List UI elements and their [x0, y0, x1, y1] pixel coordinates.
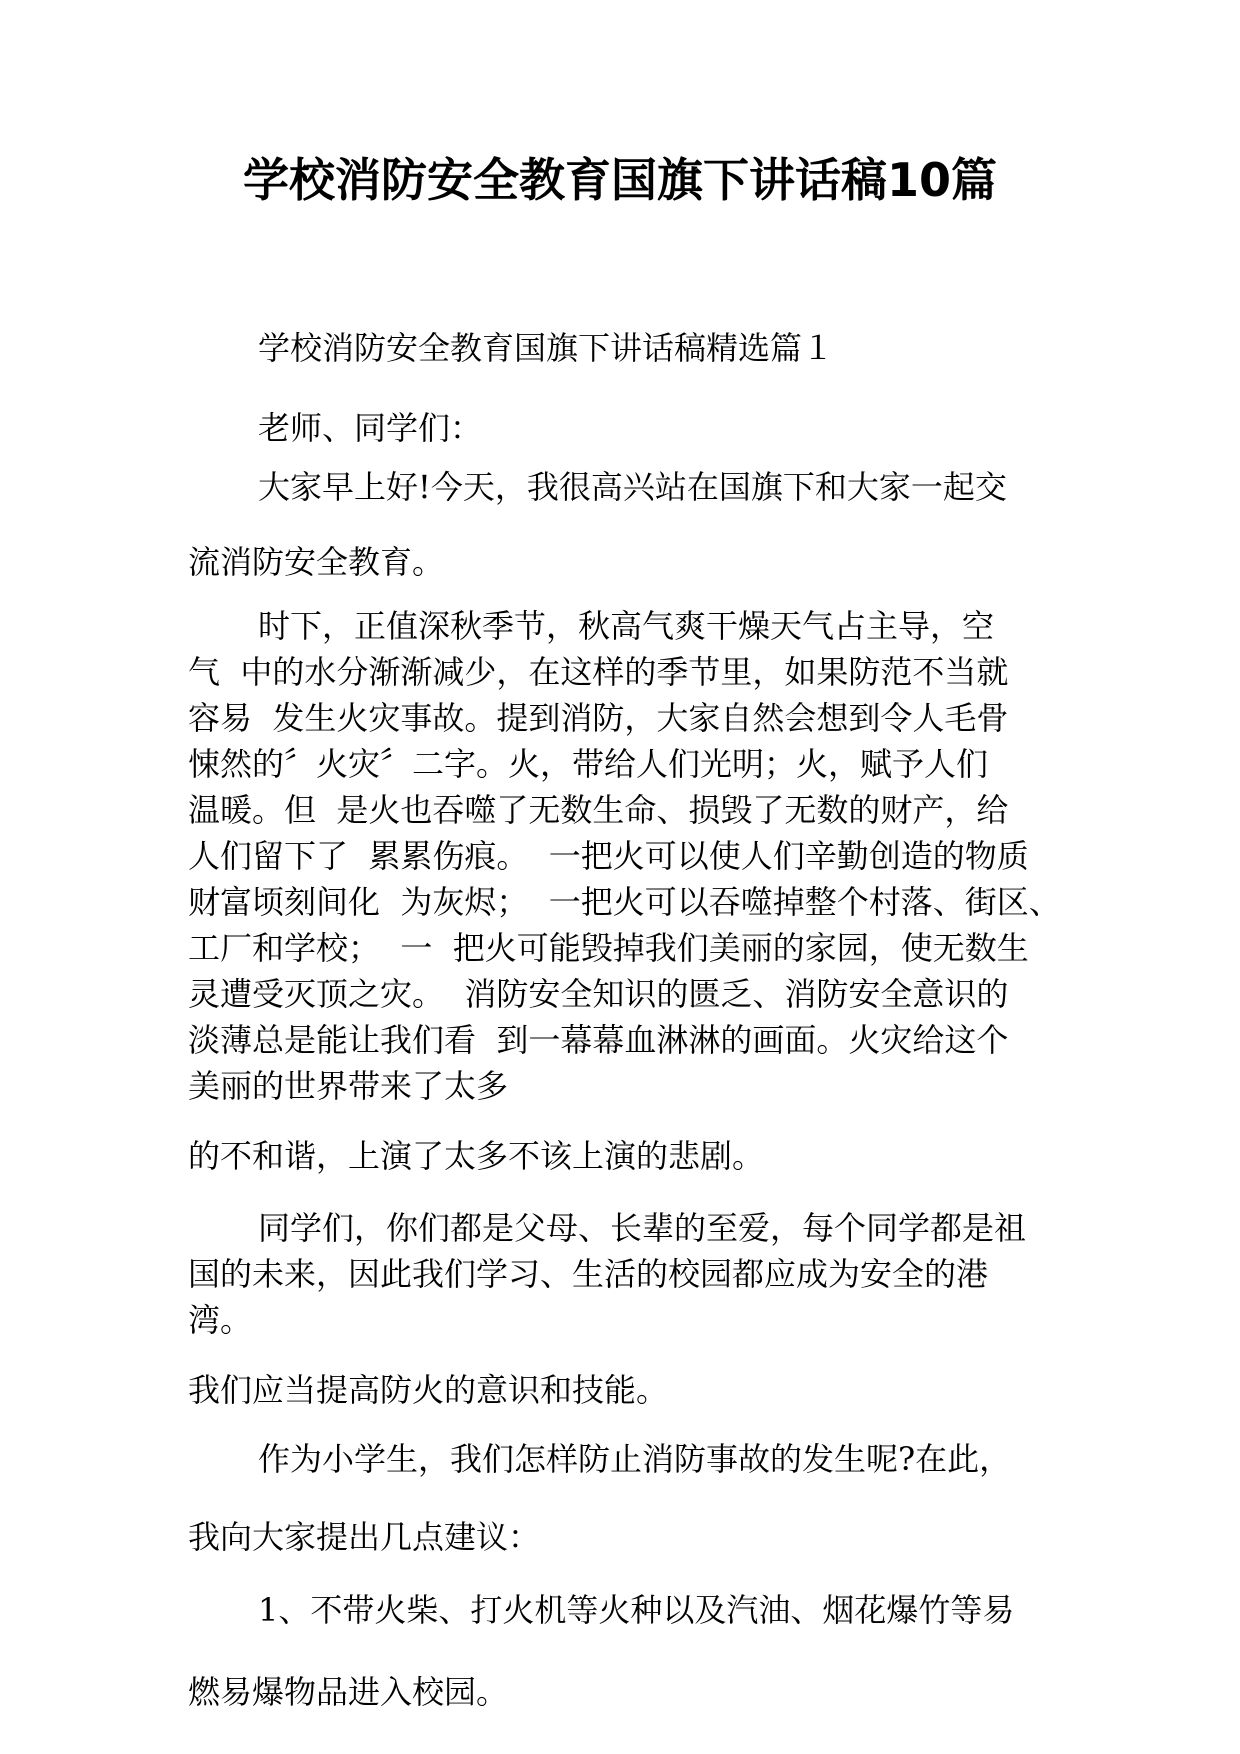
paragraph-line: 容易 发生火灾事故。提到消防，大家自然会想到令人毛骨 — [188, 699, 1009, 737]
paragraph-line: 工厂和学校； 一 把火可能毁掉我们美丽的家园，使无数生 — [188, 929, 1029, 967]
paragraph-line: 人们留下了 累累伤痕。 一把火可以使人们辛勤创造的物质 — [188, 837, 1029, 875]
paragraph-line: 湾。 — [188, 1301, 253, 1339]
paragraph-line: 1、不带火柴、打火机等火种以及汽油、烟花爆竹等易 — [258, 1591, 1015, 1629]
paragraph-line: 温暖。但 是火也吞噬了无数生命、损毁了无数的财产，给 — [188, 791, 1009, 829]
paragraph-line: 灵遭受灭顶之灾。 消防安全知识的匮乏、消防安全意识的 — [188, 975, 1009, 1013]
paragraph-line: 淡薄总是能让我们看 到一幕幕血淋淋的画面。火灾给这个 — [188, 1021, 1009, 1059]
paragraph-line: 国的未来，因此我们学习、生活的校园都应成为安全的港 — [188, 1255, 989, 1293]
paragraph-line: 气 中的水分渐渐减少，在这样的季节里，如果防范不当就 — [188, 653, 1009, 691]
paragraph-line: 我们应当提高防火的意识和技能。 — [188, 1371, 669, 1409]
paragraph-line: 时下，正值深秋季节，秋高气爽干燥天气占主导，空 — [258, 607, 995, 645]
paragraph-line: 流消防安全教育。 — [188, 543, 445, 581]
section-heading: 学校消防安全教育国旗下讲话稿精选篇１ — [258, 329, 835, 367]
paragraph-line: 财富顷刻间化 为灰烬； 一把火可以吞噬掉整个村落、街区、 — [188, 883, 1061, 921]
paragraph-line: 燃易爆物品进入校园。 — [188, 1673, 509, 1711]
paragraph-line: 大家早上好!今天，我很高兴站在国旗下和大家一起交 — [258, 468, 1007, 506]
paragraph-line: 悚然的〞火灾〞二字。火，带给人们光明；火，赋予人们 — [188, 745, 989, 783]
paragraph-line: 作为小学生，我们怎样防止消防事故的发生呢?在此， — [258, 1440, 1012, 1478]
salutation: 老师、同学们： — [258, 409, 483, 447]
paragraph-line: 同学们，你们都是父母、长辈的至爱，每个同学都是祖 — [258, 1209, 1027, 1247]
document-title: 学校消防安全教育国旗下讲话稿10篇 — [242, 153, 997, 207]
paragraph-line: 我向大家提出几点建议： — [188, 1518, 541, 1556]
paragraph-line: 的不和谐，上演了太多不该上演的悲剧。 — [188, 1137, 765, 1175]
paragraph-line: 美丽的世界带来了太多 — [188, 1067, 509, 1105]
